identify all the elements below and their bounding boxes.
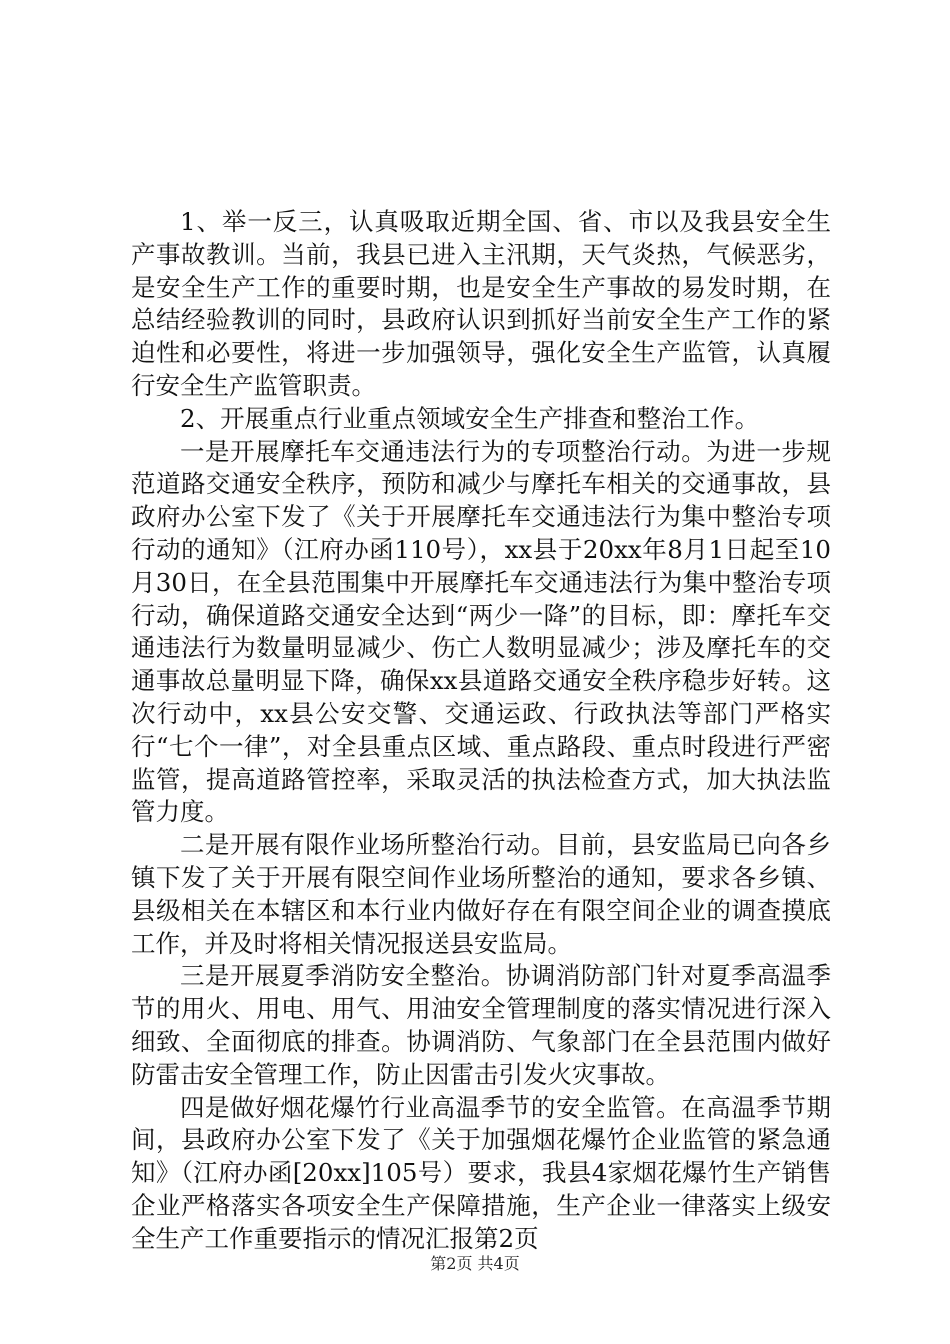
page-footer: 第2页 共4页	[430, 1254, 520, 1273]
paragraph-summer-fire-safety: 三是开展夏季消防安全整治。协调消防部门针对夏季高温季节的用火、用电、用气、用油安全管理制度的落实情况进行深入细致、全面彻底的排查。协调消防、气象部门在全县范围内做好防雷击安全管理工作，防止因雷击引发火灾事故。	[131, 961, 831, 1089]
paragraph-key-industries-heading: 2、开展重点行业重点领域安全生产排查和整治工作。	[180, 403, 760, 433]
document-body	[131, 206, 831, 1256]
paragraph-motorcycle-campaign: 一是开展摩托车交通违法行为的专项整治行动。为进一步规范道路交通安全秩序，预防和减少与摩托车相关的交通事故，县政府办公室下发了《关于开展摩托车交通违法行为集中整治专项行动的通知》（江府办函110号），xx县于20xx年8月1日起至10月30日，在全县范围集中开展摩托车交通违法行为集中整治专项行动，确保道路交通安全达到“两少一降”的目标，即：摩托车交通违法行为数量明显减少、伤亡人数明显减少；涉及摩托车的交通事故总量明显下降，确保xx县道路交通安全秩序稳步好转。这次行动中，xx县公安交警、交通运政、行政执法等部门严格实行“七个一律”，对全县重点区域、重点路段、重点时段进行严密监管，提高道路管控率，采取灵活的执法检查方式，加大执法监管力度。	[131, 436, 831, 827]
paragraph-lesson-learning: 1、举一反三，认真吸取近期全国、省、市以及我县安全生产事故教训。当前，我县已进入主汛期，天气炎热，气候恶劣，是安全生产工作的重要时期，也是安全生产事故的易发时期，在总结经验教训的同时，县政府认识到抓好当前安全生产工作的紧迫性和必要性，将进一步加强领导，强化安全生产监管，认真履行安全生产监管职责。	[131, 207, 831, 400]
paragraph-fireworks-supervision: 四是做好烟花爆竹行业高温季节的安全监管。在高温季节期间，县政府办公室下发了《关于加强烟花爆竹企业监管的紧急通知》（江府办函[20xx]105号）要求，我县4家烟花爆竹生产销售企业严格落实各项安全生产保障措施，生产企业一律落实上级安全生产工作重要指示的情况汇报第2页	[131, 1092, 831, 1253]
paragraph-confined-space-campaign: 二是开展有限作业场所整治行动。目前，县安监局已向各乡镇下发了关于开展有限空间作业场所整治的通知，要求各乡镇、县级相关在本辖区和本行业内做好存在有限空间企业的调查摸底工作，并及时将相关情况报送县安监局。	[131, 830, 831, 958]
